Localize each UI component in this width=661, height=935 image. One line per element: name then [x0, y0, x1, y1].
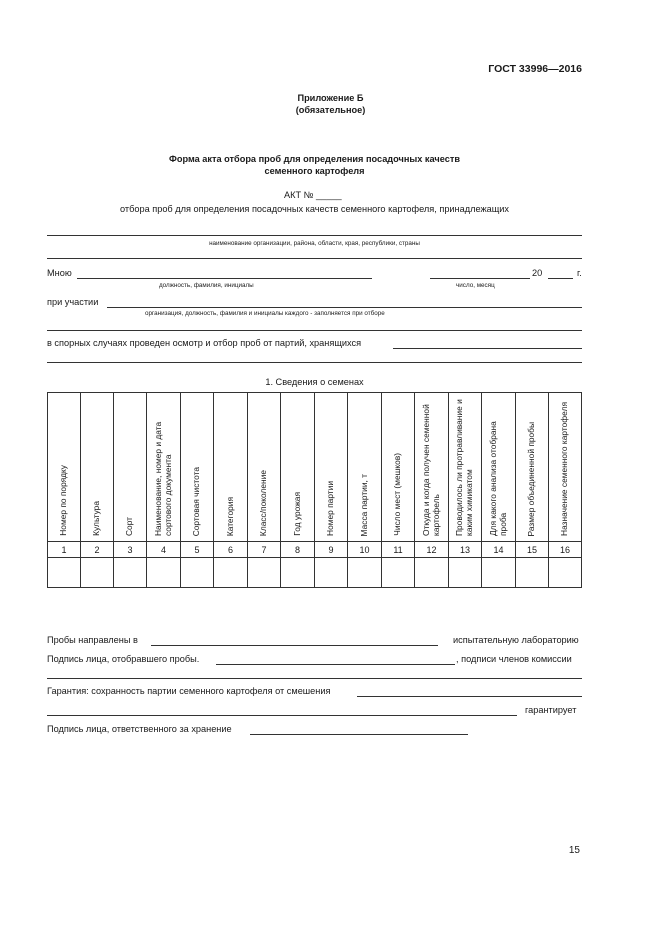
column-header-label: Откуда и когда получен семенной картофель: [420, 404, 441, 536]
samples-sent-label: Пробы направлены в: [47, 635, 138, 645]
participation-label: при участии: [47, 297, 99, 307]
act-description: отбора проб для определения посадочных качеств семенного картофеля, принадлежащих: [119, 204, 510, 214]
signature-taker-line[interactable]: [216, 664, 455, 665]
table-cell[interactable]: [147, 558, 181, 588]
column-number: 13: [449, 542, 482, 558]
column-header: [549, 393, 582, 542]
column-number: 14: [482, 542, 516, 558]
column-number: 12: [415, 542, 449, 558]
table-cell[interactable]: [315, 558, 348, 588]
position-caption: должность, фамилия, инициалы: [159, 282, 254, 289]
date-caption: число, месяц: [456, 282, 495, 289]
participation-caption: организация, должность, фамилия и инициалы каждого - заполняется при отборе: [145, 310, 385, 317]
table-cell[interactable]: [549, 558, 582, 588]
column-header-label: Назначение семенного картофеля: [559, 402, 570, 536]
table-cell[interactable]: [449, 558, 482, 588]
column-header: [449, 393, 482, 542]
year-suffix: г.: [577, 268, 582, 278]
signature-storage-label: Подпись лица, ответственного за хранение: [47, 724, 232, 734]
signature-taker-label: Подпись лица, отобравшего пробы.: [47, 654, 200, 664]
table-cell[interactable]: [181, 558, 214, 588]
table-header-row: [48, 393, 582, 542]
column-number: 6: [214, 542, 248, 558]
column-header-label: Для какого анализа отобрана проба: [487, 421, 508, 536]
organization-caption: наименование организации, района, области, края, республики, страны: [209, 240, 420, 247]
dispute-text: в спорных случаях проведен осмотр и отбор проб от партий, хранящихся: [47, 338, 362, 348]
column-header-label: Сортовая чистота: [191, 466, 202, 536]
appendix-subtitle: (обязательное): [295, 105, 366, 115]
table-cell[interactable]: [415, 558, 449, 588]
column-header: [181, 393, 214, 542]
commission-line[interactable]: [47, 678, 582, 679]
organization-line[interactable]: [47, 235, 582, 236]
table-cell[interactable]: [248, 558, 281, 588]
year-prefix: 20: [532, 268, 543, 278]
column-header-label: Наименование, номер и дата сортового документа: [152, 421, 173, 536]
page-number: 15: [568, 845, 580, 856]
form-title-line2: семенного картофеля: [264, 166, 365, 176]
column-number: 9: [315, 542, 348, 558]
column-number: 1: [48, 542, 81, 558]
column-header: [315, 393, 348, 542]
column-number: 5: [181, 542, 214, 558]
form-title: Форма акта отбора проб для определения посадочных качеств: [169, 154, 460, 164]
column-header-label: Номер по порядку: [58, 465, 69, 536]
standard-number: ГОСТ 33996—2016: [488, 63, 582, 75]
year-line[interactable]: [548, 278, 573, 279]
table-row: [48, 558, 582, 588]
table-cell[interactable]: [482, 558, 516, 588]
appendix-title: Приложение Б: [297, 93, 364, 103]
lab-label: испытательную лабораторию: [453, 635, 579, 645]
date-line[interactable]: [430, 278, 530, 279]
column-header-label: Номер партии: [325, 481, 336, 536]
column-header: [147, 393, 181, 542]
dispute-line-2[interactable]: [47, 362, 582, 363]
commission-label: , подписи членов комиссии: [456, 654, 572, 664]
table-cell[interactable]: [348, 558, 382, 588]
column-number: 4: [147, 542, 181, 558]
table-cell[interactable]: [281, 558, 315, 588]
column-header-label: Масса партии, т: [358, 473, 369, 536]
me-label: Мною: [47, 268, 72, 278]
table-cell[interactable]: [48, 558, 81, 588]
table-cell[interactable]: [81, 558, 114, 588]
guarantee-line-2[interactable]: [47, 715, 517, 716]
column-header-label: Число мест (мешков): [392, 453, 403, 536]
column-header-label: Год урожая: [291, 492, 302, 536]
table-title: 1. Сведения о семенах: [265, 377, 364, 387]
column-header-label: Категория: [224, 496, 235, 536]
position-line[interactable]: [77, 278, 372, 279]
table-cell[interactable]: [214, 558, 248, 588]
column-header-label: Класс/поколение: [258, 469, 269, 536]
participation-line[interactable]: [107, 307, 582, 308]
column-header: [248, 393, 281, 542]
column-header: [81, 393, 114, 542]
column-number: 16: [549, 542, 582, 558]
column-number: 7: [248, 542, 281, 558]
column-header: [482, 393, 516, 542]
column-number: 2: [81, 542, 114, 558]
table-cell[interactable]: [382, 558, 415, 588]
column-header: [214, 393, 248, 542]
column-header: [48, 393, 81, 542]
column-header: [114, 393, 147, 542]
column-number: 11: [382, 542, 415, 558]
column-number: 3: [114, 542, 147, 558]
column-header: [281, 393, 315, 542]
organization-line-2[interactable]: [47, 258, 582, 259]
column-number: 15: [516, 542, 549, 558]
column-header: [415, 393, 449, 542]
column-header: [382, 393, 415, 542]
guarantees-label: гарантирует: [525, 705, 577, 715]
column-number: 10: [348, 542, 382, 558]
guarantee-label: Гарантия: сохранность партии семенного картофеля от смешения: [47, 686, 331, 696]
table-cell[interactable]: [516, 558, 549, 588]
column-header: [348, 393, 382, 542]
column-number: 8: [281, 542, 315, 558]
column-header-label: Размер объединенной пробы: [526, 421, 537, 536]
table-cell[interactable]: [114, 558, 147, 588]
guarantee-line[interactable]: [357, 696, 582, 697]
signature-storage-line[interactable]: [250, 734, 468, 735]
column-header-label: Проводилось ли протравливание и каким химикатом: [454, 399, 474, 536]
seed-info-table: [47, 392, 582, 588]
samples-sent-line[interactable]: [151, 645, 438, 646]
dispute-line[interactable]: [393, 348, 582, 349]
column-header: [516, 393, 549, 542]
column-header-label: Сорт: [124, 516, 135, 536]
participation-line-2[interactable]: [47, 330, 582, 331]
column-number-row: [48, 542, 582, 558]
act-number: АКТ № _____: [284, 190, 342, 200]
column-header-label: Культура: [91, 501, 102, 536]
